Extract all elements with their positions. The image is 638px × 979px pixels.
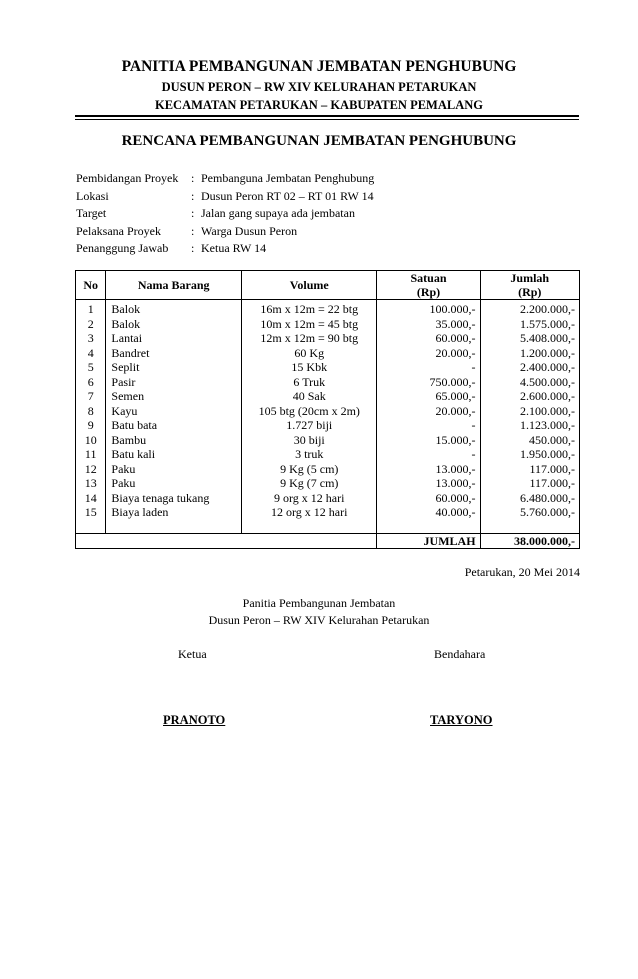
- cell-satuan: 13.000,-: [377, 476, 480, 491]
- cell-jumlah: 2.200.000,-: [480, 300, 579, 317]
- cell-satuan: 60.000,-: [377, 331, 480, 346]
- cell-no: 1: [76, 300, 106, 317]
- col-header-nama-barang: Nama Barang: [106, 271, 242, 300]
- header-rule-thin: [75, 119, 579, 120]
- cell-no: 3: [76, 331, 106, 346]
- info-separator: :: [191, 188, 195, 203]
- col-header-volume: Volume: [242, 271, 377, 300]
- info-label: Penanggung Jawab: [76, 241, 169, 255]
- table-row: [76, 331, 580, 346]
- table-row: [76, 491, 580, 506]
- cell-jumlah: 2.100.000,-: [480, 404, 579, 419]
- info-row: [76, 170, 374, 188]
- cell-satuan: -: [377, 418, 480, 433]
- spacer-cell: [242, 520, 377, 534]
- cell-satuan: 20.000,-: [377, 404, 480, 419]
- cell-jumlah: 2.400.000,-: [480, 360, 579, 375]
- cell-volume: 9 org x 12 hari: [242, 491, 377, 506]
- cell-nama-barang: Paku: [106, 476, 242, 491]
- info-value: Jalan gang supaya ada jembatan: [201, 206, 355, 220]
- cell-nama-barang: Balok: [106, 300, 242, 317]
- cell-satuan: 20.000,-: [377, 346, 480, 361]
- info-row: [76, 205, 374, 223]
- cell-jumlah: 117.000,-: [480, 462, 579, 477]
- cell-volume: 15 Kbk: [242, 360, 377, 375]
- info-separator: :: [191, 223, 195, 238]
- cell-no: 12: [76, 462, 106, 477]
- cell-no: 4: [76, 346, 106, 361]
- info-row: [76, 223, 374, 241]
- info-separator: :: [191, 206, 195, 220]
- info-value: Ketua RW 14: [201, 241, 267, 255]
- cell-volume: 9 Kg (7 cm): [242, 476, 377, 491]
- info-value: Dusun Peron RT 02 – RT 01 RW 14: [201, 188, 374, 203]
- table-body: [76, 300, 580, 549]
- cell-nama-barang: Semen: [106, 389, 242, 404]
- cell-satuan: 15.000,-: [377, 433, 480, 448]
- table-row: [76, 375, 580, 390]
- table-row: [76, 346, 580, 361]
- cell-nama-barang: Bandret: [106, 346, 242, 361]
- cell-jumlah: 450.000,-: [480, 433, 579, 448]
- cell-no: 10: [76, 433, 106, 448]
- total-blank-cell: [106, 533, 242, 549]
- info-value: Pembanguna Jembatan Penghubung: [201, 171, 375, 185]
- cell-volume: 60 Kg: [242, 346, 377, 361]
- signature-name-chairman: PRANOTO: [163, 713, 226, 727]
- info-label: Pelaksana Proyek: [76, 223, 161, 238]
- table-row: [76, 462, 580, 477]
- cell-volume: 30 biji: [242, 433, 377, 448]
- cell-no: 2: [76, 317, 106, 332]
- cell-jumlah: 6.480.000,-: [480, 491, 579, 506]
- cell-satuan: 750.000,-: [377, 375, 480, 390]
- spacer-cell: [106, 520, 242, 534]
- cell-no: 7: [76, 389, 106, 404]
- info-separator: :: [191, 171, 195, 185]
- cell-nama-barang: Biaya laden: [106, 505, 242, 520]
- table-row: [76, 476, 580, 491]
- info-separator: :: [191, 241, 195, 255]
- table-row: [76, 317, 580, 332]
- cell-no: 5: [76, 360, 106, 375]
- cell-nama-barang: Bambu: [106, 433, 242, 448]
- cell-nama-barang: Batu kali: [106, 447, 242, 462]
- info-label: Pembidangan Proyek: [76, 171, 179, 185]
- cell-jumlah: 1.123.000,-: [480, 418, 579, 433]
- spacer-cell: [480, 520, 579, 534]
- cell-nama-barang: Kayu: [106, 404, 242, 419]
- cell-nama-barang: Pasir: [106, 375, 242, 390]
- cell-no: 9: [76, 418, 106, 433]
- cell-no: 14: [76, 491, 106, 506]
- cell-volume: 9 Kg (5 cm): [242, 462, 377, 477]
- committee-address: Dusun Peron – RW XIV Kelurahan Petarukan: [208, 613, 430, 627]
- cell-jumlah: 2.600.000,-: [480, 389, 579, 404]
- col-header-jumlah-line1: Jumlah: [510, 271, 550, 285]
- cell-volume: 16m x 12m = 22 btg: [242, 300, 377, 317]
- total-blank-cell: [242, 533, 377, 549]
- col-header-satuan-line1: Satuan: [410, 271, 447, 285]
- cell-nama-barang: Paku: [106, 462, 242, 477]
- cell-nama-barang: Balok: [106, 317, 242, 332]
- cell-no: 6: [76, 375, 106, 390]
- cell-volume: 12 org x 12 hari: [242, 505, 377, 520]
- info-row: [76, 240, 374, 258]
- document-title: RENCANA PEMBANGUNAN JEMBATAN PENGHUBUNG: [121, 133, 517, 149]
- table-row: [76, 389, 580, 404]
- committee-name: Panitia Pembangunan Jembatan: [242, 596, 396, 610]
- signature-name-treasurer: TARYONO: [430, 713, 493, 727]
- cell-no: 8: [76, 404, 106, 419]
- budget-table: [75, 270, 580, 549]
- cell-no: 11: [76, 447, 106, 462]
- cell-jumlah: 5.760.000,-: [480, 505, 579, 520]
- cell-volume: 12m x 12m = 90 btg: [242, 331, 377, 346]
- info-value: Warga Dusun Peron: [201, 223, 298, 238]
- cell-volume: 105 btg (20cm x 2m): [242, 404, 377, 419]
- table-row: [76, 300, 580, 317]
- cell-jumlah: 1.950.000,-: [480, 447, 579, 462]
- spacer-cell: [76, 520, 106, 534]
- table-row: [76, 433, 580, 448]
- cell-nama-barang: Biaya tenaga tukang: [106, 491, 242, 506]
- table-spacer-row: [76, 520, 580, 534]
- table-total-row: [76, 533, 580, 549]
- cell-satuan: 13.000,-: [377, 462, 480, 477]
- cell-satuan: 60.000,-: [377, 491, 480, 506]
- signature-role-chairman: Ketua: [178, 647, 207, 661]
- cell-jumlah: 5.408.000,-: [480, 331, 579, 346]
- cell-volume: 1.727 biji: [242, 418, 377, 433]
- col-header-satuan: [377, 271, 480, 300]
- cell-satuan: 65.000,-: [377, 389, 480, 404]
- cell-no: 13: [76, 476, 106, 491]
- cell-volume: 10m x 12m = 45 btg: [242, 317, 377, 332]
- cell-jumlah: 117.000,-: [480, 476, 579, 491]
- table-row: [76, 447, 580, 462]
- cell-satuan: 100.000,-: [377, 300, 480, 317]
- table-row: [76, 360, 580, 375]
- cell-satuan: 35.000,-: [377, 317, 480, 332]
- table-row: [76, 418, 580, 433]
- col-header-jumlah: [480, 271, 579, 300]
- header-organization: PANITIA PEMBANGUNAN JEMBATAN PENGHUBUNG: [121, 58, 517, 75]
- cell-jumlah: 1.200.000,-: [480, 346, 579, 361]
- info-row: [76, 188, 374, 206]
- col-header-no: No: [76, 271, 106, 300]
- table-row: [76, 505, 580, 520]
- signature-role-treasurer: Bendahara: [434, 647, 486, 661]
- cell-jumlah: 1.575.000,-: [480, 317, 579, 332]
- project-info: [76, 170, 374, 258]
- table-row: [76, 404, 580, 419]
- cell-nama-barang: Batu bata: [106, 418, 242, 433]
- cell-nama-barang: Seplit: [106, 360, 242, 375]
- info-label: Lokasi: [76, 188, 109, 203]
- cell-nama-barang: Lantai: [106, 331, 242, 346]
- cell-jumlah: 4.500.000,-: [480, 375, 579, 390]
- cell-satuan: -: [377, 447, 480, 462]
- header-address-line1: DUSUN PERON – RW XIV KELURAHAN PETARUKAN: [161, 80, 477, 94]
- cell-volume: 40 Sak: [242, 389, 377, 404]
- spacer-cell: [377, 520, 480, 534]
- total-blank-cell: [76, 533, 106, 549]
- cell-no: 15: [76, 505, 106, 520]
- col-header-satuan-line2: (Rp): [416, 285, 441, 299]
- header-rule-thick: [75, 115, 579, 117]
- cell-volume: 6 Truk: [242, 375, 377, 390]
- total-value: 38.000.000,-: [480, 533, 579, 549]
- document-date: Petarukan, 20 Mei 2014: [464, 565, 580, 579]
- col-header-jumlah-line2: (Rp): [518, 285, 542, 299]
- header-address-line2: KECAMATAN PETARUKAN – KABUPATEN PEMALANG: [154, 98, 483, 112]
- total-label: JUMLAH: [377, 533, 480, 549]
- info-label: Target: [76, 206, 107, 220]
- cell-satuan: 40.000,-: [377, 505, 480, 520]
- cell-volume: 3 truk: [242, 447, 377, 462]
- table-header-row: [76, 271, 580, 300]
- cell-satuan: -: [377, 360, 480, 375]
